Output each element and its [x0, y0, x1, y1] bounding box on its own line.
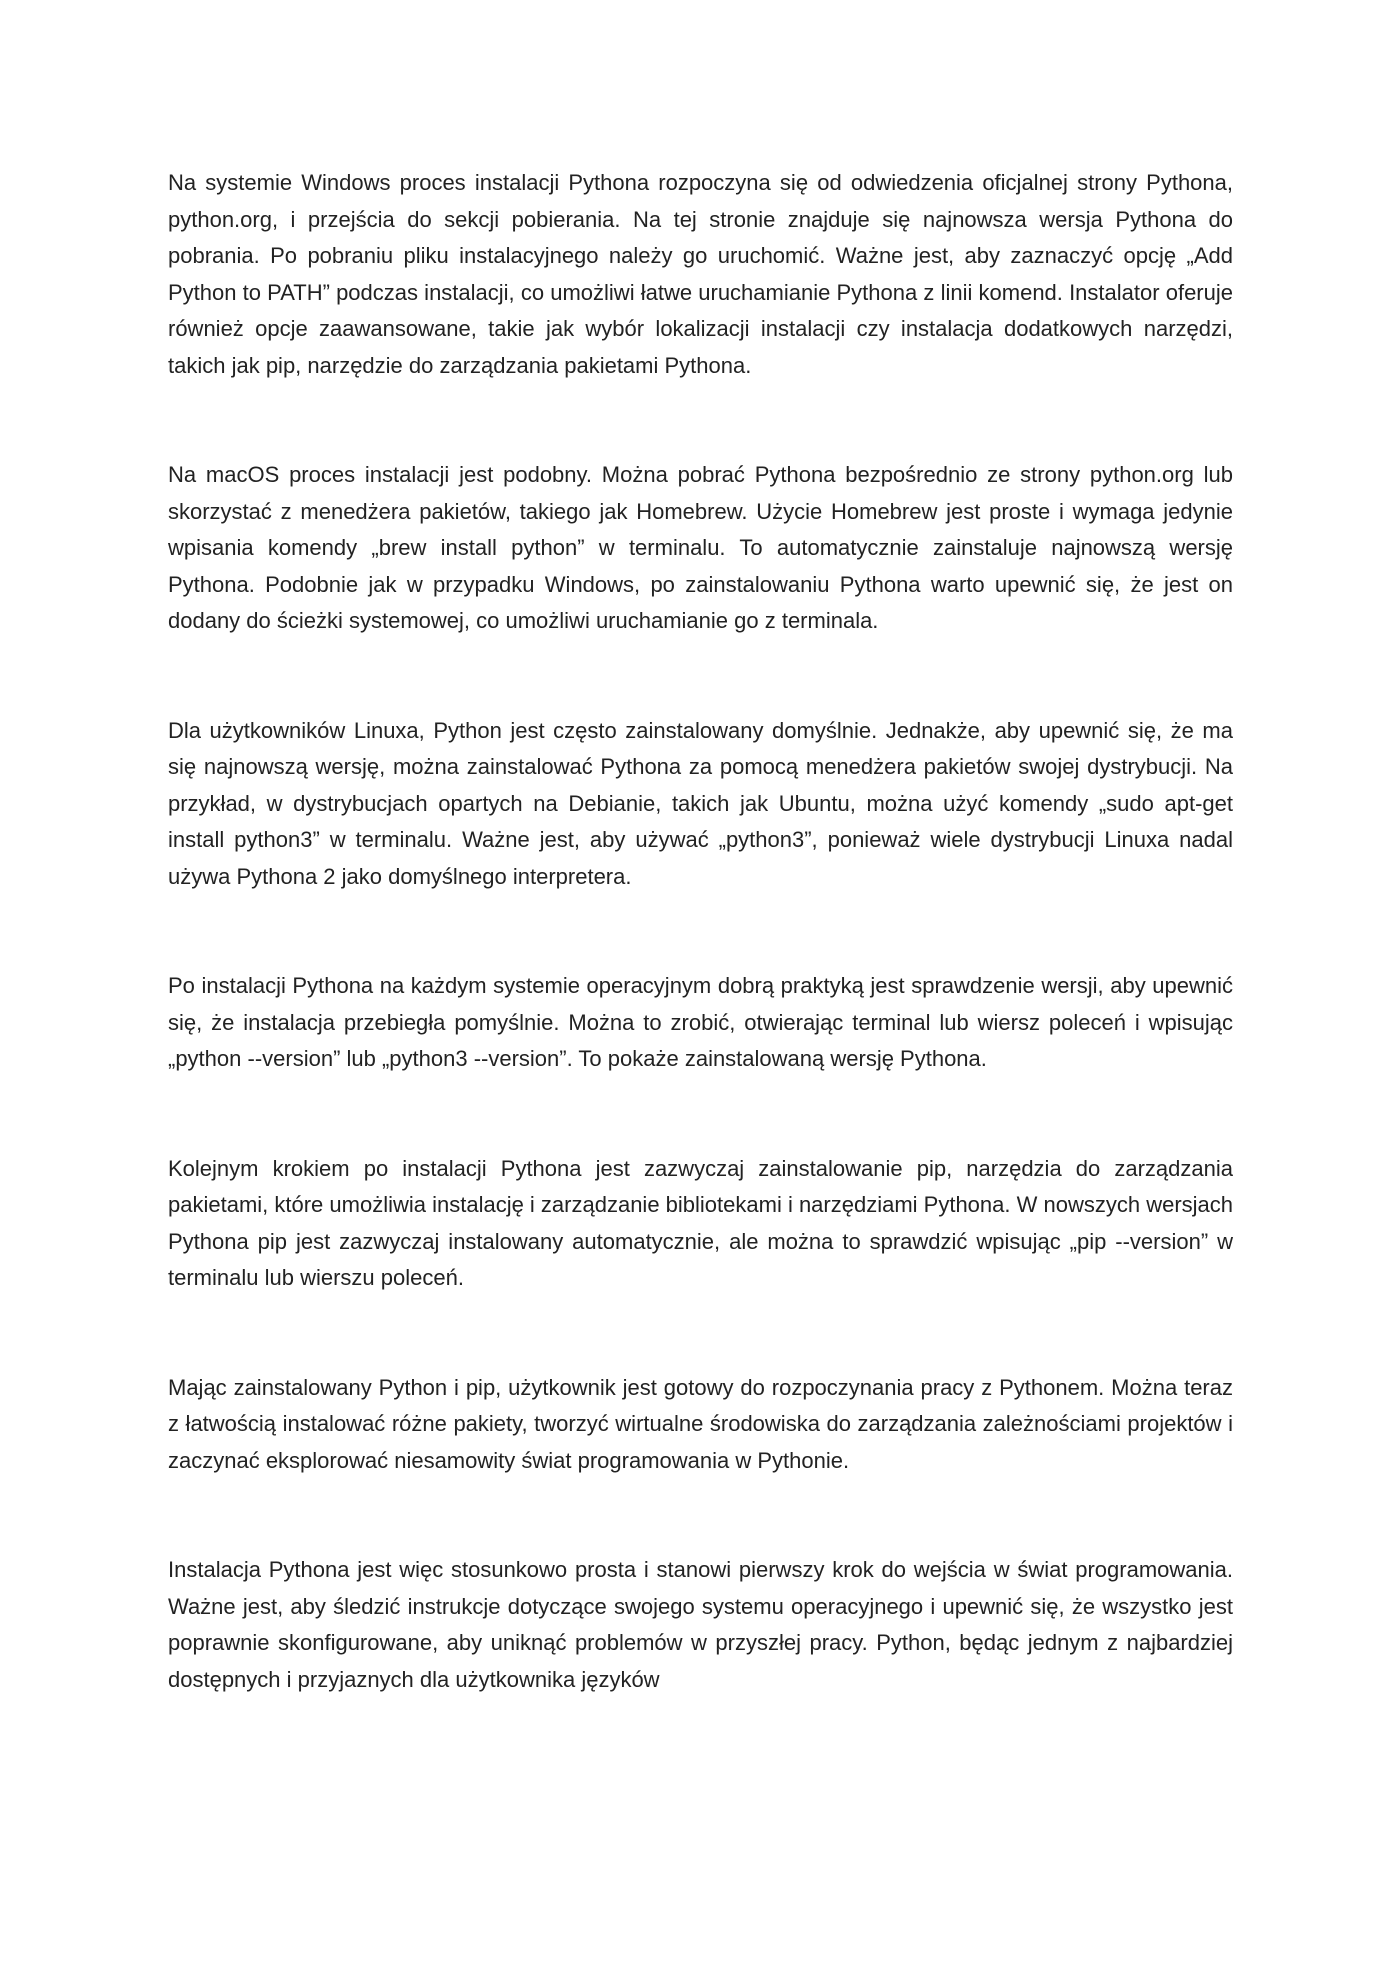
document-page: [168, 165, 1233, 1698]
paragraph-ready-to-start: Mając zainstalowany Python i pip, użytkownik jest gotowy do rozpoczynania pracy z Pythonem. Można teraz z łatwością instalować różne pakiety, tworzyć wirtualne środowiska do zarządzania zależnościami projektów i zaczynać eksplorować niesamowity świat programowania w Pythonie.: [168, 1374, 1233, 1473]
paragraph-summary: Instalacja Pythona jest więc stosunkowo prosta i stanowi pierwszy krok do wejścia w świat programowania. Ważne jest, aby śledzić instrukcje dotyczące swojego systemu operacyjnego i upewnić się, że wszystko jest poprawnie skonfigurowane, aby uniknąć problemów w przyszłej pracy. Python, będąc jednym z najbardziej dostępnych i przyjaznych dla użytkownika języków: [168, 1557, 1233, 1692]
paragraph-macos-install: Na macOS proces instalacji jest podobny. Można pobrać Pythona bezpośrednio ze strony python.org lub skorzystać z menedżera pakietów, takiego jak Homebrew. Użycie Homebrew jest proste i wymaga jedynie wpisania komendy „brew install python” w terminalu. To automatycznie zainstaluje najnowszą wersję Pythona. Podobnie jak w przypadku Windows, po zainstalowaniu Pythona warto upewnić się, że jest on dodany do ścieżki systemowej, co umożliwi uruchamianie go z terminala.: [168, 462, 1233, 633]
paragraph-version-check: Po instalacji Pythona na każdym systemie operacyjnym dobrą praktyką jest sprawdzenie wersji, aby upewnić się, że instalacja przebiegła pomyślnie. Można to zrobić, otwierając terminal lub wiersz poleceń i wpisując „python --version” lub „python3 --version”. To pokaże zainstalowaną wersję Pythona.: [168, 973, 1233, 1071]
paragraph-windows-install: Na systemie Windows proces instalacji Pythona rozpoczyna się od odwiedzenia oficjalnej strony Pythona, python.org, i przejścia do sekcji pobierania. Na tej stronie znajduje się najnowsza wersja Pythona do pobrania. Po pobraniu pliku instalacyjnego należy go uruchomić. Ważne jest, aby zaznaczyć opcję „Add Python to PATH” podczas instalacji, co umożliwi łatwe uruchamianie Pythona z linii komend. Instalator oferuje również opcje zaawansowane, takie jak wybór lokalizacji instalacji czy instalacja dodatkowych narzędzi, takich jak pip, narzędzie do zarządzania pakietami Pythona.: [168, 170, 1233, 378]
paragraph-linux-install: Dla użytkowników Linuxa, Python jest często zainstalowany domyślnie. Jednakże, aby upewnić się, że ma się najnowszą wersję, można zainstalować Pythona za pomocą menedżera pakietów swojej dystrybucji. Na przykład, w dystrybucjach opartych na Debianie, takich jak Ubuntu, można użyć komendy „sudo apt-get install python3” w terminalu. Ważne jest, aby używać „python3”, ponieważ wiele dystrybucji Linuxa nadal używa Pythona 2 jako domyślnego interpretera.: [168, 717, 1233, 889]
paragraph-pip-install: Kolejnym krokiem po instalacji Pythona jest zazwyczaj zainstalowanie pip, narzędzia do zarządzania pakietami, które umożliwia instalację i zarządzanie bibliotekami i narzędziami Pythona. W nowszych wersjach Pythona pip jest zazwyczaj instalowany automatycznie, ale można to sprawdzić wpisując „pip --version” w terminalu lub wierszu poleceń.: [168, 1155, 1234, 1290]
